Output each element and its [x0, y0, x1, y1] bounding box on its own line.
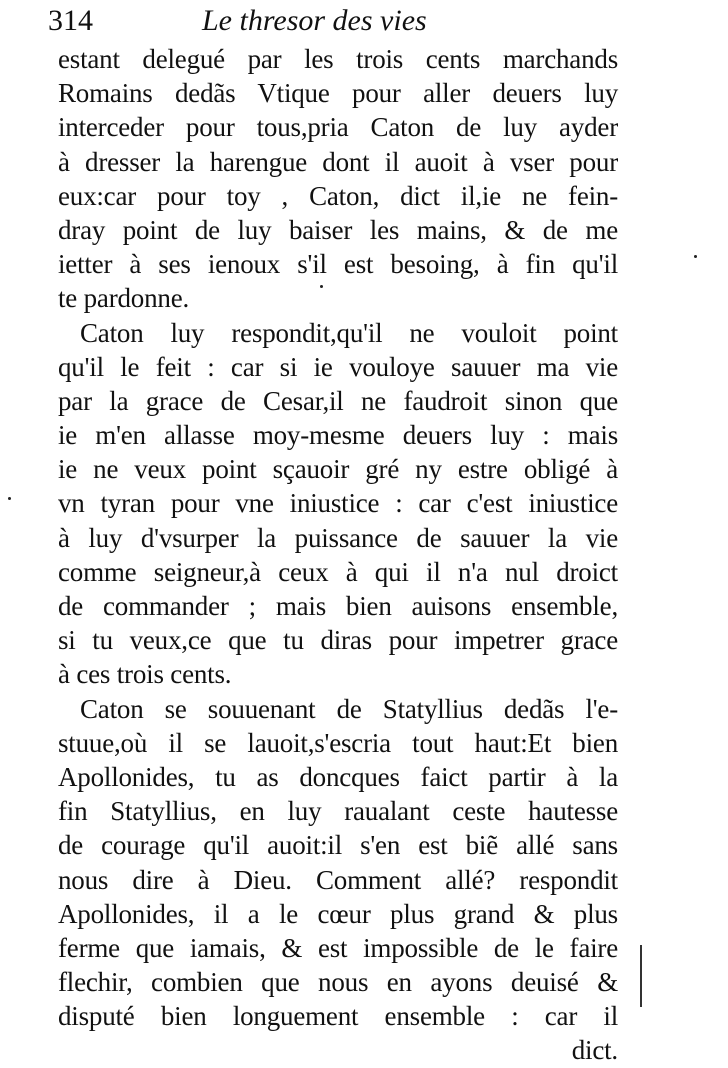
page-edge-rule: [640, 945, 642, 1007]
text-line: stuue,où il se lauoit,s'escria tout haut:Et bien: [58, 727, 618, 758]
ink-speck: [694, 255, 697, 258]
text-line: ie m'en allasse moy-mesme deuers luy : mais: [58, 420, 618, 451]
text-line: interceder pour tous,pria Caton de luy ayder: [58, 112, 618, 143]
text-line: à ces trois cents.: [58, 659, 232, 690]
text-line: te pardonne.: [58, 283, 190, 314]
body-text: [58, 42, 618, 1068]
text-line: vn tyran pour vne iniustice : car c'est iniustice: [58, 488, 618, 519]
ink-speck: [320, 285, 323, 288]
text-line: Apollonides, il a le cœur plus grand & plus: [58, 898, 618, 929]
running-title: Le thresor des vies: [202, 4, 427, 37]
text-line: Caton se souuenant de Statyllius dedãs l'e-: [80, 693, 618, 724]
text-line: par la grace de Cesar,il ne faudroit sinon que: [58, 385, 618, 416]
text-line: de commander ; mais bien auisons ensemble,: [58, 591, 618, 621]
text-line: ie ne veux point sçauoir gré ny estre obligé à: [58, 454, 618, 485]
text-line: dray point de luy baiser les mains, & de me: [58, 214, 618, 245]
text-line: Romains dedãs Vtique pour aller deuers luy: [58, 78, 618, 109]
page-header: [40, 2, 460, 40]
text-line: ietter à ses ienoux s'il est besoing, à fin qu'il: [58, 249, 618, 280]
text-line: Apollonides, tu as doncques faict partir à la: [58, 761, 618, 792]
text-line: à dresser la harengue dont il auoit à vser pour: [58, 146, 618, 177]
text-line: flechir, combien que nous en ayons deuisé &: [58, 967, 618, 998]
text-line: eux:car pour toy , Caton, dict il,ie ne fein-: [58, 180, 618, 211]
ink-speck: [8, 497, 11, 500]
text-line: estant delegué par les trois cents marchands: [58, 44, 618, 74]
text-line: Caton luy respondit,qu'il ne vouloit point: [80, 317, 618, 348]
text-line: qu'il le feit : car si ie vouloye sauuer ma vie: [58, 351, 618, 382]
catchword: dict.: [571, 1035, 618, 1066]
text-line: comme seigneur,à ceux à qui il n'a nul droict: [58, 556, 618, 587]
text-line: de courage qu'il auoit:il s'en est biẽ allé sans: [58, 830, 618, 861]
text-line: disputé bien longuement ensemble : car il: [58, 1001, 618, 1032]
page-number: 314: [48, 4, 93, 37]
text-line: à luy d'vsurper la puissance de sauuer la vie: [58, 522, 618, 553]
text-line: nous dire à Dieu. Comment allé? respondit: [58, 864, 618, 895]
text-line: fin Statyllius, en luy raualant ceste hautesse: [58, 796, 618, 827]
text-line: si tu veux,ce que tu diras pour impetrer grace: [58, 625, 618, 656]
text-line: ferme que iamais, & est impossible de le faire: [58, 932, 618, 963]
